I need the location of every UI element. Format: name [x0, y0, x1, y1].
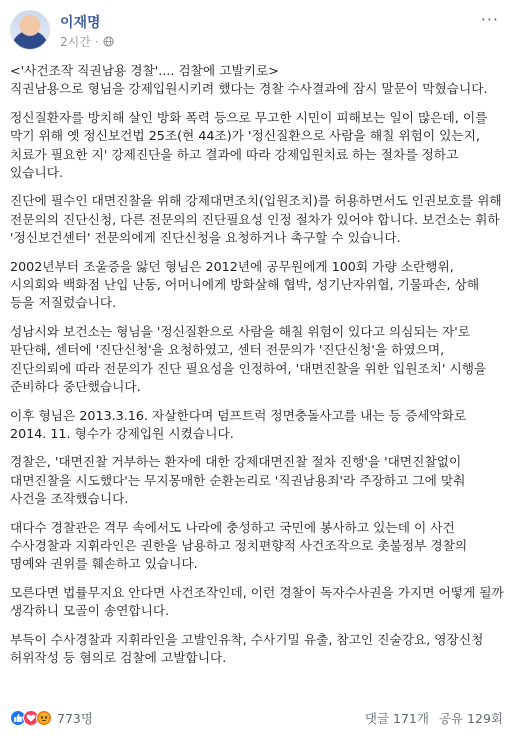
- post-header: [10, 10, 503, 54]
- paragraph-6: 이후 형님은 2013.3.16. 자살한다며 덤프트럭 정면충돌사고를 내는 등 증세악화로 2014. 11. 형수가 강제입원 시켰습니다.: [10, 407, 467, 441]
- reactions-summary[interactable]: [10, 709, 93, 727]
- paragraph-3: 진단에 필수인 대면진찰을 위해 강제대면조치(입원조치)를 허용하면서도 인권보호를 위해 전문의의 진단신청, 다른 전문의의 진단필요성 인정 절차가 있어야 합니다. 보건소는 휘하 '정신보건센터' 전문의에게 진단신청을 요청하거나 촉구할 수 있습니다.: [10, 193, 502, 246]
- reaction-count[interactable]: 773명: [57, 711, 93, 726]
- globe-icon: [103, 36, 114, 47]
- paragraph-2: 정신질환자를 방치해 살인 방화 폭력 등으로 무고한 시민이 피해보는 일이 많은데, 이를 막기 위해 옛 정신보건법 25조(현 44조)가 '정신질환으로 사람을 해칠 위험이 있는지, 치료가 필요한 지' 강제진단을 하고 결과에 따라 강제입원치료 하는 절차를 정하고 있습니다.: [10, 109, 488, 181]
- paragraph-9: 모른다면 법률무지요 안다면 사건조작인데, 이런 경찰이 독자수사권을 가지면 어떻게 될까 생각하니 모골이 송연합니다.: [10, 584, 504, 619]
- post-time[interactable]: 2시간: [60, 35, 91, 49]
- comment-count[interactable]: 댓글 171개: [364, 711, 429, 726]
- post-footer: [10, 706, 503, 730]
- paragraph-8: 대다수 경찰관은 격무 속에서도 나라에 충성하고 국민에 봉사하고 있는데 이 사건 수사경찰과 지휘라인은 권한을 남용하고 정치편향적 사건조작으로 촛불정부 경찰의 명예와 권위를 훼손하고 있습니다.: [10, 519, 468, 572]
- author-avatar[interactable]: [10, 10, 50, 50]
- post-body: [10, 62, 506, 677]
- paragraph-1: <'사건조작 직권남용 경찰'.... 검찰에 고발키로> 직권남용으로 형님을 강제입원시키려 했다는 경찰 수사결과에 잠시 말문이 막혔습니다.: [10, 63, 488, 97]
- paragraph-10: 부득이 수사경찰과 지휘라인을 고발인유착, 수사기밀 유출, 참고인 진술강요, 영장신청 허위작성 등 혐의로 검찰에 고발합니다.: [10, 631, 484, 665]
- post-meta: 2시간 ·: [60, 33, 114, 50]
- more-options-button[interactable]: ···: [480, 10, 499, 29]
- paragraph-4: 2002년부터 조울증을 앓던 형님은 2012년에 공무원에게 100회 가량 소란행위, 시의회와 백화점 난입 난동, 어머니에게 방화살해 협박, 성기난자위협, 기물파손, 상해 등을 저질렀습니다.: [10, 258, 480, 311]
- paragraph-7: 경찰은, '대면진찰 거부하는 환자에 대한 강제대면진찰 절차 진행'을 '대면진찰없이 대면진찰을 시도했다'는 무지몽매한 순환논리로 '직권남용죄'라 주장하고 그에 맞춰 사건을 조작했습니다.: [10, 454, 466, 507]
- share-count[interactable]: 공유 129회: [438, 711, 503, 726]
- engagement-stats: [365, 709, 503, 727]
- author-name[interactable]: 이재명: [60, 15, 101, 31]
- paragraph-5: 성남시와 보건소는 형님을 '정신질환으로 사람을 해칠 위험이 있다고 의심되는 자'로 판단해, 센터에 '진단신청'을 요청하였고, 센터 전문의가 '진단신청'을 하였으며, 진단의뢰에 따라 전문의가 진단 필요성을 인정하여, '대면진찰을 위한 입원조치' 시행을 준비하다 중단했습니다.: [10, 323, 487, 395]
- angry-icon: [36, 710, 52, 726]
